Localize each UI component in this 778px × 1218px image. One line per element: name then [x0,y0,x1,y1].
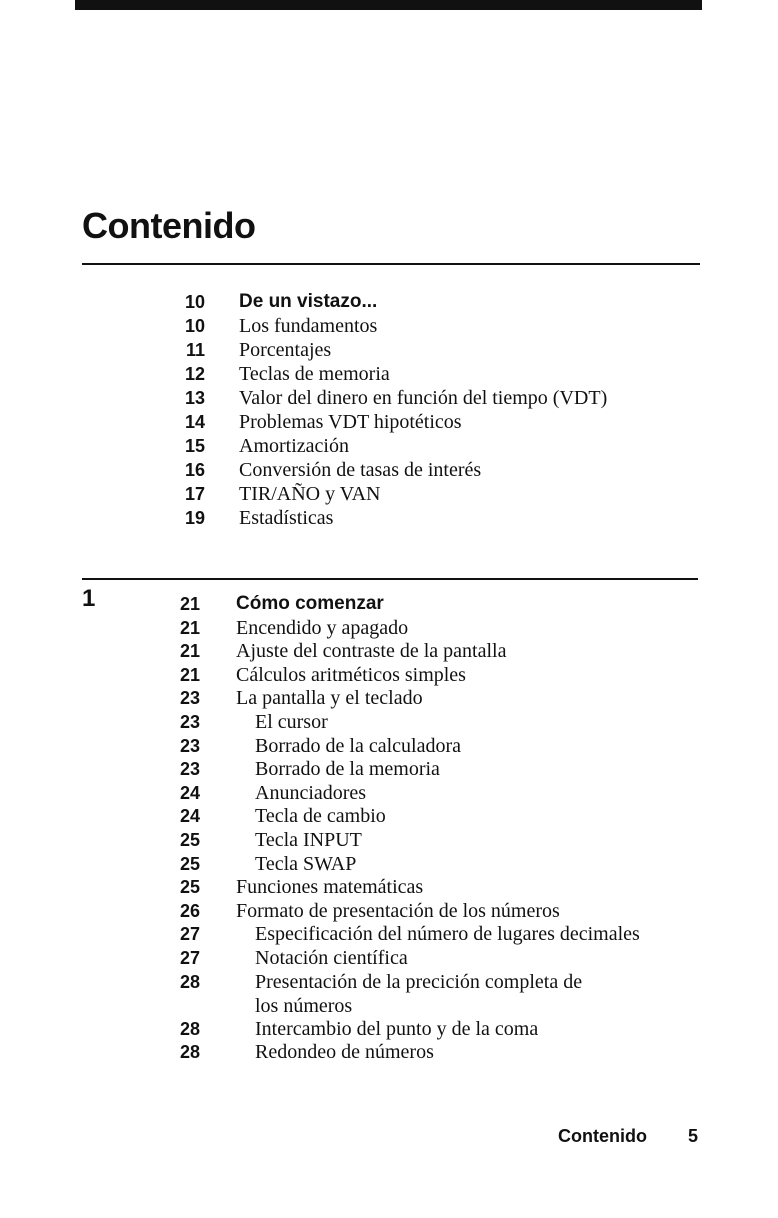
page-title: Contenido [82,205,256,246]
toc-page-number: 23 [179,735,200,756]
toc-page-number: 23 [179,688,200,709]
toc-entry-title [236,899,560,923]
toc-entry-title [255,1040,434,1064]
toc-entry [0,616,778,640]
toc-entry [0,386,778,410]
toc-page-number: 23 [179,712,200,732]
toc-page-number: 28 [179,971,200,992]
toc-entry [0,734,778,758]
toc-page-number: 21 [179,594,200,614]
toc-entry [0,875,778,899]
footer-page-number: 5 [688,1126,699,1146]
toc-entry-title-line: Conversión de tasas de interés [239,459,482,481]
toc-entry-title [239,314,377,338]
toc-entry-title-line: Cómo comenzar [236,593,384,614]
toc-entry [0,1040,778,1064]
toc-entry-title-line: Redondeo de números [255,1041,434,1064]
footer-running-title: Contenido [558,1126,647,1146]
toc-entry-title-line: Estadísticas [239,507,334,529]
toc-page-number: 17 [184,484,205,504]
toc-entry-title-line: Tecla de cambio [255,805,386,828]
toc-entry-title [239,506,333,530]
toc-page-number: 28 [179,1018,200,1039]
toc-page-number: 24 [179,806,200,827]
toc-entry [0,922,778,946]
chapter-number: 1 [82,585,96,612]
toc-page-number: 21 [179,664,200,685]
toc-entry [0,970,778,1017]
toc-entry [0,686,778,710]
toc-entry-title [255,710,328,734]
toc-entry [0,410,778,434]
top-rule-bar [75,0,702,10]
toc-page-number: 21 [179,641,200,662]
toc-entry-title-line: Teclas de memoria [239,363,390,385]
toc-entry-title-line: Anunciadores [255,781,367,804]
toc-entry-title [255,757,440,781]
toc-entry [0,663,778,687]
toc-entry-title [239,410,462,434]
toc-entry [0,899,778,923]
toc-entry-title [239,458,481,482]
toc-entry [0,639,778,663]
toc-entry [0,710,778,734]
toc-entry-title-line: Funciones matemáticas [236,876,424,899]
toc-page-number: 26 [179,900,200,921]
toc-entry-title [236,686,423,710]
toc-entry-title-line: Porcentajes [239,339,332,361]
toc-entry-title [239,362,390,386]
toc-entry-title [239,386,607,410]
toc-entry [0,506,778,530]
toc-page-number: 21 [179,617,200,638]
toc-entry-title-line: Los fundamentos [239,315,378,337]
toc-page-number: 25 [179,877,200,898]
toc-entry-title-line: Presentación de la precición completa de [255,970,583,993]
toc-entry-title [236,875,423,899]
toc-page-number: 27 [179,948,200,968]
toc-entry-title [255,852,356,876]
toc-entry [0,338,778,362]
toc-entry-title [255,804,386,828]
toc-entry-title-line: Borrado de la memoria [255,758,440,781]
toc-page-number: 16 [184,460,205,480]
toc-entry [0,781,778,805]
toc-entry [0,314,778,338]
toc-page-number: 14 [184,412,205,432]
toc-entry-title [239,338,331,362]
toc-entry-title [236,663,466,687]
toc-entry-title-line: Encendido y apagado [236,616,409,639]
toc-entry-title-line: Formato de presentación de los números [236,899,560,922]
toc-entry [0,362,778,386]
toc-entry [0,946,778,970]
toc-entry-title [239,482,381,506]
toc-entry [0,290,778,314]
toc-entry [0,482,778,506]
toc-entry-title [236,616,408,640]
toc-entry [0,757,778,781]
toc-entry-title [255,970,582,1018]
toc-entry-title-line: De un vistazo... [239,291,378,312]
toc-entry [0,828,778,852]
toc-entry-title [255,828,362,852]
toc-page-number: 12 [184,364,205,384]
toc-section-heading [239,290,377,314]
toc-entry-title-line: Notación científica [255,947,408,969]
toc-entry [0,434,778,458]
toc-section-heading [236,592,384,616]
toc-entry-title-line: Ajuste del contraste de la pantalla [236,640,507,663]
toc-entry-title-line: Amortización [239,435,349,457]
toc-page-number: 25 [179,830,200,850]
toc-entry-title [255,1017,538,1041]
toc-page-number: 25 [179,853,200,874]
toc-page-number: 23 [179,759,200,780]
section-divider-chapter-1 [82,578,698,580]
toc-entry-title-line: La pantalla y el teclado [236,687,423,710]
toc-page-number: 11 [185,340,205,360]
toc-entry [0,458,778,482]
toc-entry [0,804,778,828]
toc-entry [0,1017,778,1041]
toc-page-number: 13 [184,388,205,408]
toc-entry-title-line: Problemas VDT hipotéticos [239,411,462,433]
toc-entry-title-line: Cálculos aritméticos simples [236,663,466,686]
toc-entry-title-line: TIR/AÑO y VAN [239,483,381,505]
toc-page-number: 24 [179,782,200,803]
toc-page-number: 15 [184,436,205,456]
toc-entry-title-line: los números [255,994,353,1017]
toc-entry-title [255,734,461,758]
toc-entry [0,592,778,616]
section-divider-overview [82,263,700,265]
toc-entry-title-line: Especificación del número de lugares decimales [255,923,640,946]
toc-page-number: 27 [179,924,200,945]
toc-entry-title-line: El cursor [255,711,328,733]
toc-page-number: 10 [184,292,205,312]
toc-entry-title [239,434,349,458]
toc-page-number: 10 [184,316,205,336]
toc-entry-title-line: Borrado de la calculadora [255,734,462,757]
toc-entry-title-line: Tecla SWAP [255,852,357,875]
toc-entry-title [255,922,640,946]
toc-entry-title [236,639,506,663]
toc-entry-title [255,946,408,970]
toc-page-number: 28 [179,1042,200,1063]
toc-entry-title-line: Valor del dinero en función del tiempo (VDT) [239,387,608,409]
toc-page-number: 19 [184,508,205,528]
toc-entry-title [255,781,366,805]
toc-entry-title-line: Tecla INPUT [255,829,362,851]
toc-entry-title-line: Intercambio del punto y de la coma [255,1017,539,1040]
toc-entry [0,852,778,876]
